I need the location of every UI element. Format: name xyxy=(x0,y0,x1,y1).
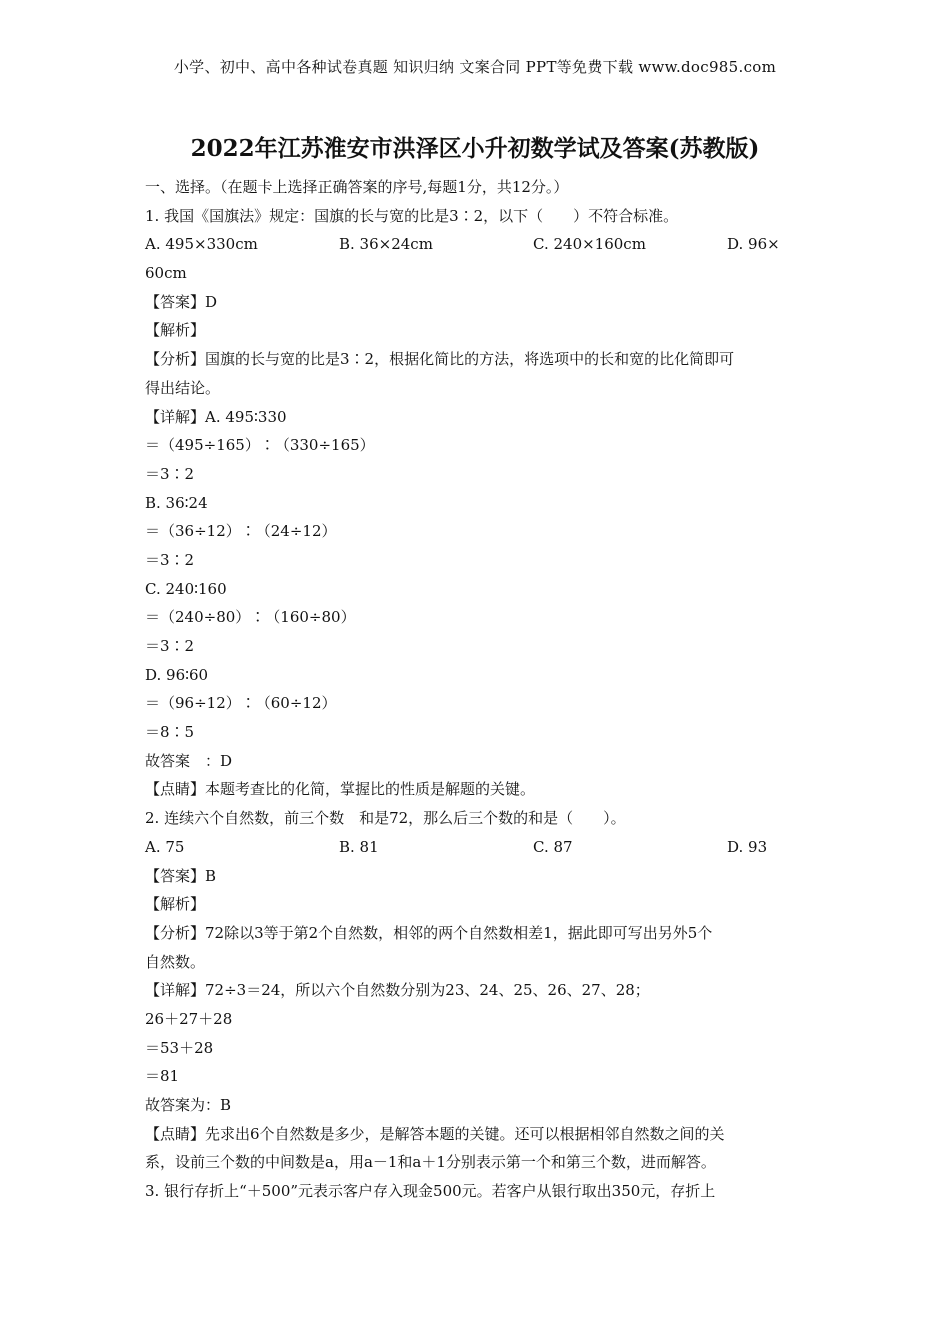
document-body xyxy=(145,173,805,1206)
q1-detail-line: ＝（240÷80）∶（160÷80） xyxy=(145,608,356,627)
q2-option-c: C. 87 xyxy=(533,837,573,856)
q2-detail-line: ＝81 xyxy=(145,1067,180,1086)
q1-detail-line: ＝（96÷12）∶（60÷12） xyxy=(145,694,337,713)
q1-detail-line: ＝（36÷12）∶（24÷12） xyxy=(145,522,337,541)
page-title: 2022年江苏淮安市洪泽区小升初数学试及答案(苏教版) xyxy=(190,135,760,162)
q2-option-b: B. 81 xyxy=(339,837,379,856)
q1-dianjing: 【点睛】本题考查比的化简，掌握比的性质是解题的关键。 xyxy=(145,780,536,799)
section-heading: 一、选择。（在题卡上选择正确答案的序号,每题1分，共12分。） xyxy=(145,178,569,196)
q2-fenxi-line-1: 【分析】72除以3等于第2个自然数，相邻的两个自然数相差1，据此即可写出另外5个 xyxy=(145,923,713,942)
q3-stem: 3. 银行存折上“＋500”元表示客户存入现金500元。若客户从银行取出350元，存折上 xyxy=(145,1182,716,1201)
q1-stem: 1. 我国《国旗法》规定：国旗的长与宽的比是3∶2，以下（ ）不符合标准。 xyxy=(145,206,679,225)
q1-option-c: C. 240×160cm xyxy=(533,235,646,254)
q1-fenxi-line-2: 得出结论。 xyxy=(145,378,221,397)
q1-analysis-label: 【解析】 xyxy=(145,321,206,340)
q2-answer: 【答案】B xyxy=(145,866,217,885)
q2-detail-line: ＝53＋28 xyxy=(145,1038,214,1057)
q1-option-d: D. 96× xyxy=(727,235,780,254)
q2-dianjing-line-2: 系，设前三个数的中间数是a，用a－1和a＋1分别表示第一个和第三个数，进而解答。 xyxy=(145,1153,716,1172)
q1-detail-line: D. 96∶60 xyxy=(145,665,209,684)
q2-option-a: A. 75 xyxy=(145,837,185,856)
q1-option-b: B. 36×24cm xyxy=(339,235,433,254)
site-header: 小学、初中、高中各种试卷真题 知识归纳 文案合同 PPT等免费下载 www.doc985.com xyxy=(173,58,777,76)
q1-option-a: A. 495×330cm xyxy=(145,235,258,254)
q2-dianjing-line-1: 【点睛】先求出6个自然数是多少，是解答本题的关键。还可以根据相邻自然数之间的关 xyxy=(145,1124,725,1143)
q1-detail-line: ＝3∶2 xyxy=(145,464,195,483)
q1-fenxi-line-1: 【分析】国旗的长与宽的比是3∶2，根据化简比的方法，将选项中的长和宽的比化简即可 xyxy=(145,350,735,369)
q2-fenxi-line-2: 自然数。 xyxy=(145,952,206,971)
q2-detail-line: 【详解】72÷3＝24，所以六个自然数分别为23、24、25、26、27、28； xyxy=(145,981,650,1000)
q1-detail-line: 【详解】A. 495∶330 xyxy=(145,407,287,426)
q1-detail-line: B. 36∶24 xyxy=(145,493,208,512)
q2-options xyxy=(145,833,805,862)
q1-option-wrap: 60cm xyxy=(145,264,187,283)
q1-final-answer: 故答案 ：D xyxy=(145,751,233,770)
q1-options xyxy=(145,230,805,259)
q1-detail-line: ＝3∶2 xyxy=(145,637,195,655)
q1-detail-line: ＝3∶2 xyxy=(145,550,195,569)
q2-option-d: D. 93 xyxy=(727,837,768,856)
q1-detail-line: ＝8∶5 xyxy=(145,723,195,742)
q2-detail-line: 26＋27＋28 xyxy=(145,1009,233,1028)
q1-detail-line: ＝（495÷165）∶（330÷165） xyxy=(145,436,375,455)
q2-analysis-label: 【解析】 xyxy=(145,895,206,914)
q2-final-answer: 故答案为：B xyxy=(145,1096,232,1114)
q1-answer: 【答案】D xyxy=(145,292,218,311)
q2-stem: 2. 连续六个自然数，前三个数 和是72，那么后三个数的和是（ ）。 xyxy=(145,809,626,828)
q1-detail-line: C. 240∶160 xyxy=(145,579,227,598)
